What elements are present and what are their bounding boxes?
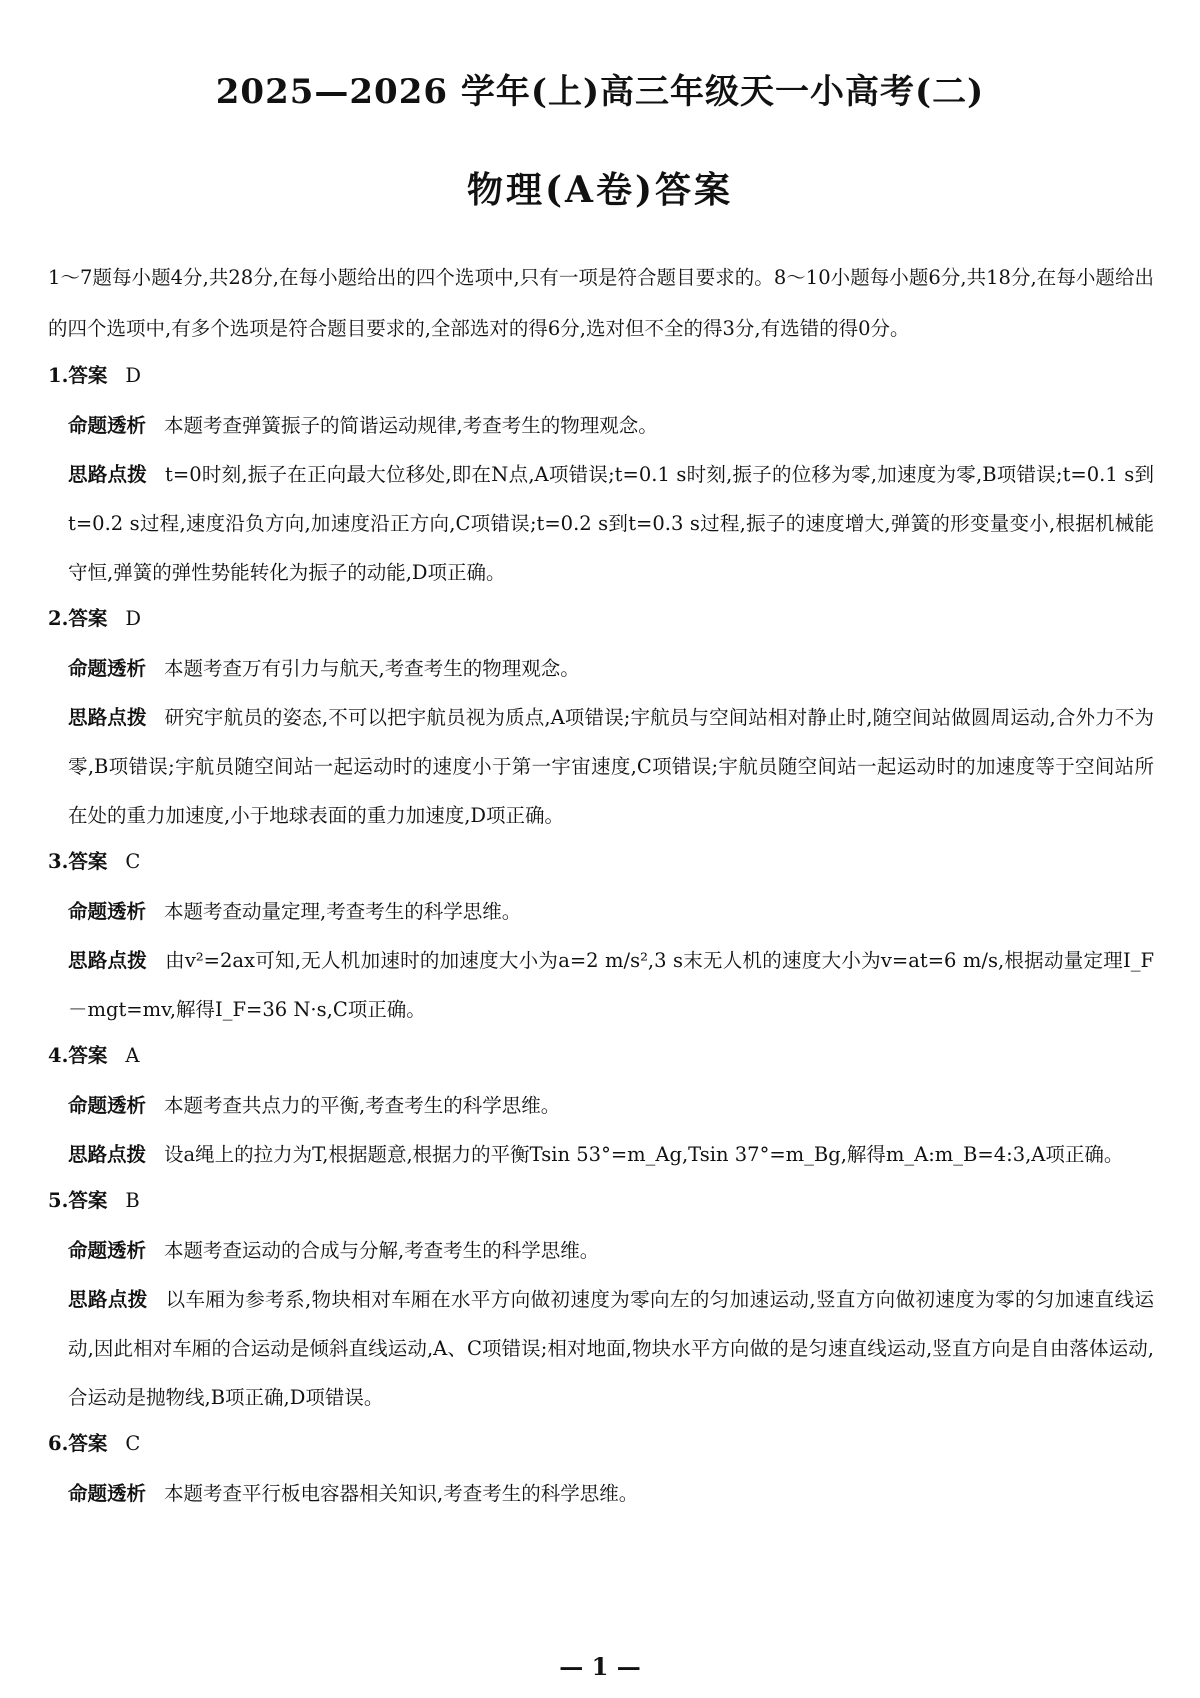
hint-block xyxy=(68,693,1154,840)
answer-line: 3.答案 C xyxy=(48,850,141,873)
analysis-text: 本题考查平行板电容器相关知识,考查考生的科学思维。 xyxy=(164,1482,639,1505)
analysis-text: 本题考查弹簧振子的简谐运动规律,考查考生的物理观念。 xyxy=(164,414,658,437)
answer-label: 答案 xyxy=(68,1432,108,1455)
analysis-block xyxy=(68,1469,1154,1518)
answer-value: C xyxy=(125,850,141,873)
answer-label: 答案 xyxy=(68,607,108,630)
answer-label: 答案 xyxy=(68,364,108,387)
question-6 xyxy=(48,1418,1154,1518)
question-5 xyxy=(48,1175,1154,1422)
hint-block xyxy=(68,450,1154,597)
analysis-label: 命题透析 xyxy=(68,1482,147,1505)
analysis-text: 本题考查共点力的平衡,考查考生的科学思维。 xyxy=(164,1094,561,1117)
scoring-instructions: 1～7题每小题4分,共28分,在每小题给出的四个选项中,只有一项是符合题目要求的。8～10小题每小题6分,共18分,在每小题给出的四个选项中,有多个选项是符合题目要求的,全部选对的得6分,选对但不全的得3分,有选错的得0分。 xyxy=(48,266,1154,340)
answer-content xyxy=(48,252,1154,1518)
answer-label: 答案 xyxy=(68,850,108,873)
hint-text: 研究宇航员的姿态,不可以把宇航员视为质点,A项错误;宇航员与空间站相对静止时,随空间站做圆周运动,合外力不为零,B项错误;宇航员随空间站一起运动时的速度小于第一宇宙速度,C项错误;宇航员随空间站一起运动时的加速度等于空间站所在处的重力加速度,小于地球表面的重力加速度,D项正确。 xyxy=(68,706,1154,827)
hint-block xyxy=(68,936,1154,1034)
analysis-block xyxy=(68,401,1154,450)
answer-label: 答案 xyxy=(68,1189,108,1212)
answer-line: 1.答案 D xyxy=(48,364,142,387)
question-1 xyxy=(48,350,1154,597)
question-4 xyxy=(48,1030,1154,1179)
answer-value: D xyxy=(125,364,142,387)
answer-value: D xyxy=(125,607,142,630)
hint-label: 思路点拨 xyxy=(68,706,147,729)
page-number: — 1 — xyxy=(559,1652,641,1681)
hint-block xyxy=(68,1130,1154,1179)
analysis-text: 本题考查动量定理,考查考生的科学思维。 xyxy=(164,900,522,923)
answer-label: 答案 xyxy=(68,1044,108,1067)
analysis-block xyxy=(68,887,1154,936)
hint-text: t=0时刻,振子在正向最大位移处,即在N点,A项错误;t=0.1 s时刻,振子的位移为零,加速度为零,B项错误;t=0.1 s到t=0.2 s过程,速度沿负方向,加速度沿正方向,C项错误;t=0.2 s到t=0.3 s过程,振子的速度增大,弹簧的形变量变小,根据机械能守恒,弹簧的弹性势能转化为振子的动能,D项正确。 xyxy=(68,463,1154,584)
hint-label: 思路点拨 xyxy=(68,1288,148,1311)
analysis-label: 命题透析 xyxy=(68,900,147,923)
question-2 xyxy=(48,593,1154,840)
analysis-label: 命题透析 xyxy=(68,1094,147,1117)
answer-line: 5.答案 B xyxy=(48,1189,140,1212)
hint-label: 思路点拨 xyxy=(68,949,148,972)
hint-label: 思路点拨 xyxy=(68,463,148,486)
answer-line: 4.答案 A xyxy=(48,1044,140,1067)
hint-text: 以车厢为参考系,物块相对车厢在水平方向做初速度为零向左的匀加速运动,竖直方向做初速度为零的匀加速直线运动,因此相对车厢的合运动是倾斜直线运动,A、C项错误;相对地面,物块水平方向做的是匀速直线运动,竖直方向是自由落体运动,合运动是抛物线,B项正确,D项错误。 xyxy=(68,1288,1154,1409)
analysis-text: 本题考查运动的合成与分解,考查考生的科学思维。 xyxy=(164,1239,600,1262)
analysis-label: 命题透析 xyxy=(68,1239,147,1262)
analysis-block xyxy=(68,1226,1154,1275)
answer-line: 6.答案 C xyxy=(48,1432,141,1455)
analysis-block xyxy=(68,644,1154,693)
analysis-label: 命题透析 xyxy=(68,414,147,437)
question-3 xyxy=(48,836,1154,1034)
hint-block xyxy=(68,1275,1154,1422)
analysis-text: 本题考查万有引力与航天,考查考生的物理观念。 xyxy=(164,657,580,680)
hint-label: 思路点拨 xyxy=(68,1143,147,1166)
exam-subtitle: 物理(A卷)答案 xyxy=(467,169,733,211)
analysis-block xyxy=(68,1081,1154,1130)
hint-text: 设a绳上的拉力为T,根据题意,根据力的平衡Tsin 53°=m_Ag,Tsin 37°=m_Bg,解得m_A:m_B=4:3,A项正确。 xyxy=(164,1143,1124,1166)
answer-value: A xyxy=(125,1044,140,1067)
analysis-label: 命题透析 xyxy=(68,657,147,680)
answer-line: 2.答案 D xyxy=(48,607,142,630)
answer-value: C xyxy=(125,1432,141,1455)
answer-value: B xyxy=(125,1189,140,1212)
exam-title: 2025—2026 学年(上)高三年级天一小高考(二) xyxy=(215,72,985,112)
hint-text: 由v²=2ax可知,无人机加速时的加速度大小为a=2 m/s²,3 s末无人机的速度大小为v=at=6 m/s,根据动量定理I_F－mgt=mv,解得I_F=36 N·s,C项正确。 xyxy=(68,949,1154,1021)
